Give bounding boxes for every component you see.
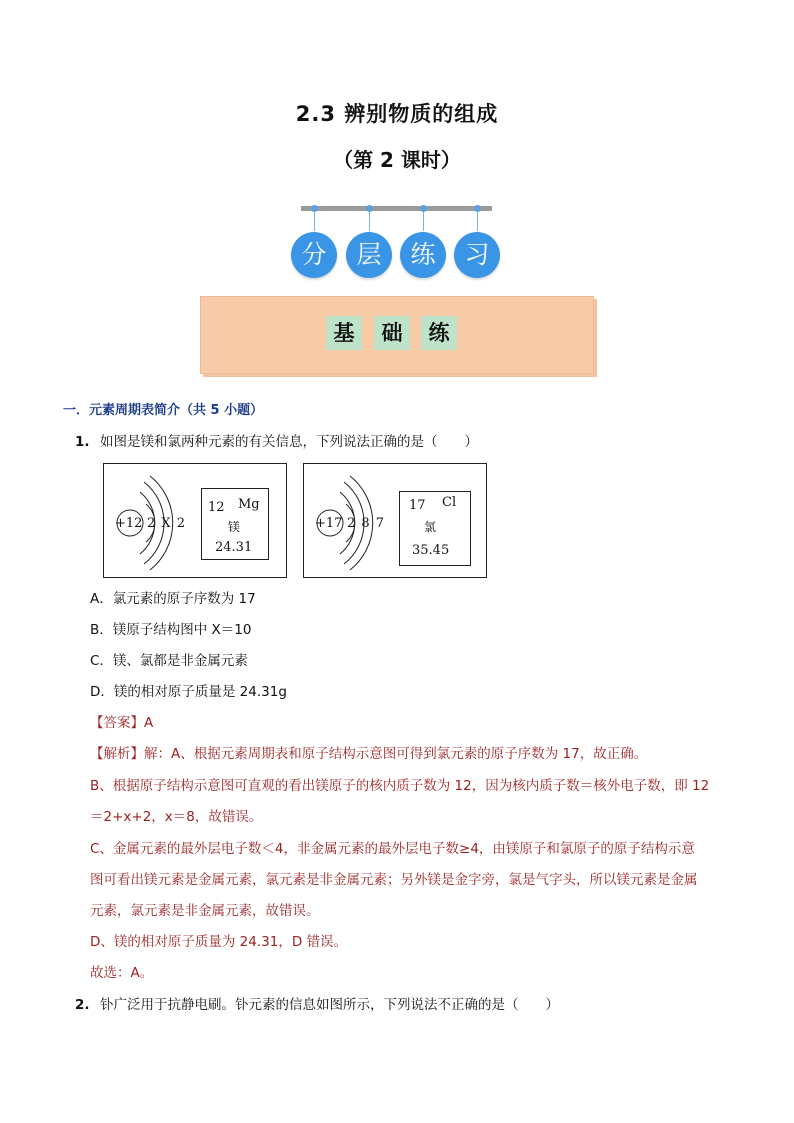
panel-tile: 基 [326,316,362,350]
banner-bubble: 层 [346,232,392,278]
analysis-line: B、根据原子结构示意图可直观的看出镁原子的核内质子数为 12，因为核内质子数＝核外电子数，即 12 [90,778,710,794]
banner-rail [301,206,492,211]
mg-shells: 2 X 2 [147,516,187,531]
analysis-label: 【解析】 [90,746,144,762]
section-heading: 一．元素周期表简介（共 5 小题） [63,403,264,418]
analysis-line [90,745,647,763]
analysis-line: C、金属元素的最外层电子数＜4，非金属元素的最外层电子数≥4，由镁原子和氯原子的原子结构示意 [90,841,695,857]
banner-pin [369,209,370,231]
banner-bubble: 分 [291,232,337,278]
banner-bubble: 习 [454,232,500,278]
cl-nucleus: +17 [315,516,343,531]
question-number: 1. [75,434,90,450]
mg-number: 12 [208,500,225,515]
cl-symbol: Cl [442,495,457,510]
mg-symbol: Mg [238,497,260,512]
answer: 【答案】A [90,715,154,731]
analysis-line: 元素，氯元素是非金属元素，故错误。 [90,903,320,919]
question-stem: 钋广泛用于抗静电刷。钋元素的信息如图所示，下列说法不正确的是（ ） [100,997,559,1013]
option-d: D．镁的相对原子质量是 24.31g [90,684,287,700]
cl-mass: 35.45 [412,543,450,558]
analysis-line: 图可看出镁元素是金属元素，氯元素是非金属元素；另外镁是金字旁，氯是气字头，所以镁元素是金属 [90,872,698,888]
cl-name: 氯 [424,520,437,534]
banner-pin [477,209,478,231]
mg-name: 镁 [228,520,241,534]
cl-number: 17 [409,498,426,513]
cl-shells: 2 8 7 [347,516,386,531]
banner-pin [423,209,424,231]
panel-tile: 练 [421,316,457,350]
panel-tile: 础 [374,316,410,350]
mg-mass: 24.31 [215,540,253,555]
page-title: 2.3 辨别物质的组成 [295,102,499,126]
option-b: B．镁原子结构图中 X＝10 [90,622,252,638]
mg-nucleus: +12 [115,516,143,531]
option-a: A．氯元素的原子序数为 17 [90,591,256,607]
analysis-line: ＝2+x+2，x＝8，故错误。 [90,809,263,825]
option-c: C．镁、氯都是非金属元素 [90,653,248,669]
banner-bubble: 练 [400,232,446,278]
banner-pin [314,209,315,231]
question-number: 2. [75,997,90,1013]
analysis-line: 故选：A。 [90,965,154,981]
page-subtitle: （第 2 课时） [333,148,461,172]
analysis-text: 解：A、根据元素周期表和原子结构示意图可得到氯元素的原子序数为 17，故正确。 [144,746,648,762]
analysis-line: D、镁的相对原子质量为 24.31，D 错误。 [90,934,348,950]
question-stem: 如图是镁和氯两种元素的有关信息，下列说法正确的是（ ） [100,434,478,450]
